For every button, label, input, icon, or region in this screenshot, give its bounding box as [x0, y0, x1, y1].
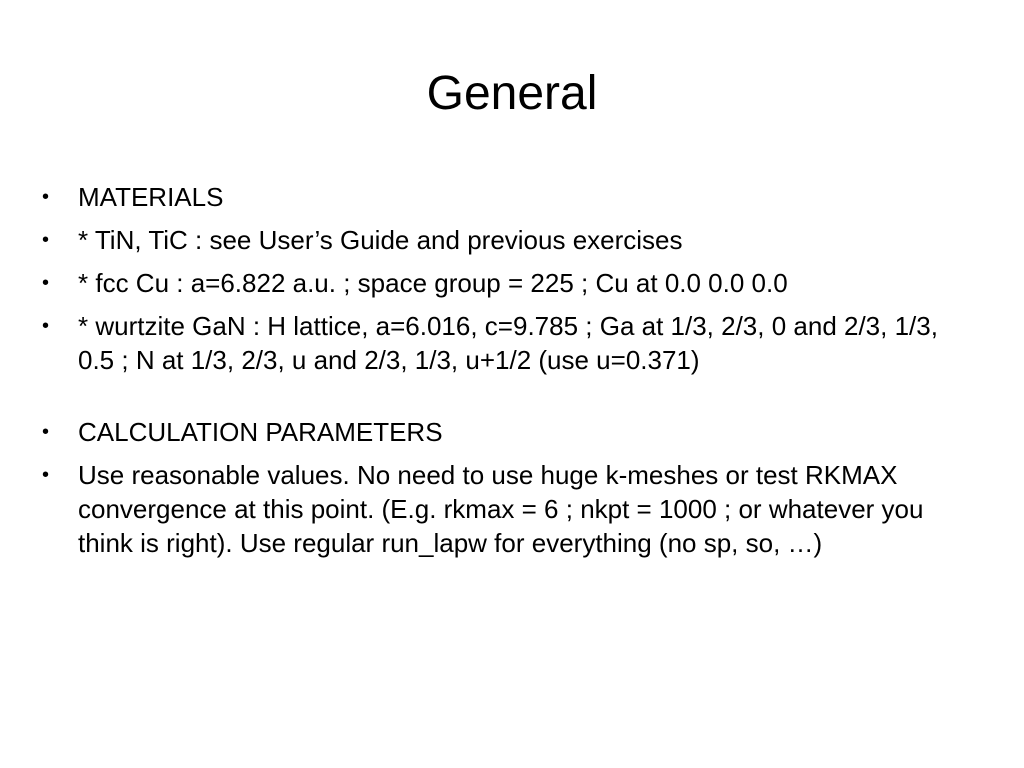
bullet-text: * wurtzite GaN : H lattice, a=6.016, c=9.785 ; Ga at 1/3, 2/3, 0 and 2/3, 1/3, 0.5 ; N at 1/3, 2/3, u and 2/3, 1/3, u+1/2 (use u=0.371): [78, 311, 938, 375]
bullet-item-fcc-cu: [42, 266, 972, 300]
bullet-icon: •: [42, 272, 50, 294]
bullet-item-use-reasonable-values: [42, 458, 972, 560]
bullet-icon: •: [42, 186, 50, 208]
bullet-icon: •: [42, 464, 50, 486]
bullet-text: * fcc Cu : a=6.822 a.u. ; space group = 225 ; Cu at 0.0 0.0 0.0: [78, 268, 788, 298]
bullet-list: [42, 180, 972, 569]
bullet-icon: •: [42, 421, 50, 443]
bullet-icon: •: [42, 229, 50, 251]
bullet-item-calculation-parameters: [42, 415, 972, 449]
bullet-item-tin-tic: [42, 223, 972, 257]
bullet-item-wurtzite-gan: [42, 309, 972, 377]
bullet-icon: •: [42, 315, 50, 337]
bullet-text: CALCULATION PARAMETERS: [78, 417, 443, 447]
slide-title: General: [426, 67, 598, 120]
bullet-text: * TiN, TiC : see User’s Guide and previous exercises: [78, 225, 683, 255]
bullet-text: MATERIALS: [78, 182, 224, 212]
bullet-item-materials: [42, 180, 972, 214]
bullet-text: Use reasonable values. No need to use huge k-meshes or test RKMAX convergence at this point. (E.g. rkmax = 6 ; nkpt = 1000 ; or whatever you think is right). Use regular run_lapw for everything (no sp, so, …): [78, 460, 924, 558]
